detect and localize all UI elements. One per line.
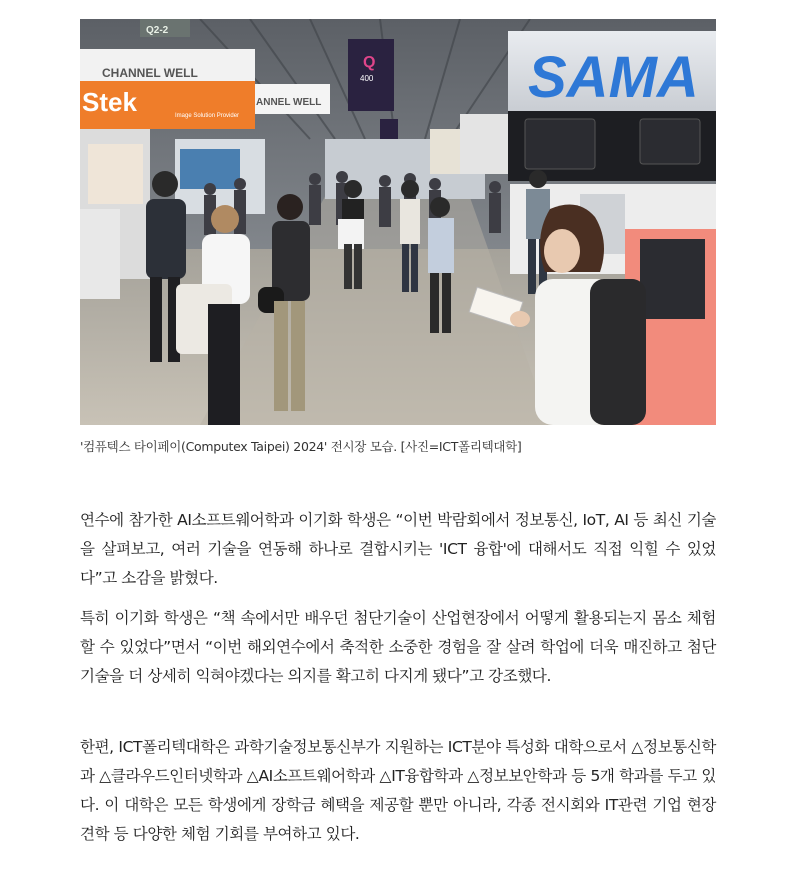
exhibition-photo	[80, 19, 716, 425]
sign-stek: Stek	[82, 87, 137, 117]
sign-image-solution: Image Solution Provider	[175, 113, 240, 119]
sign-channel-well-2: ANNEL WELL	[256, 97, 322, 108]
paragraph-3: 한편, ICT폴리텍대학은 과학기술정보통신부가 지원하는 ICT분야 특성화 대학으로서 △정보통신학과 △클라우드인터넷학과 △AI소프트웨어학과 △IT융합학과 △정보보안학과 등 5개 학과를 두고 있다. 이 대학은 모든 학생에게 장학금 혜택을 제공할 뿐만 아니라, 각종 전시회와 IT관련 기업 현장견학 등 다양한 체험 기회를 부여하고 있다.	[80, 738, 716, 843]
paragraph-1: 연수에 참가한 AI소프트웨어학과 이기화 학생은 “이번 박람회에서 정보통신, IoT, AI 등 최신 기술을 살펴보고, 여러 기술을 연동해 하나로 결합시키는 'ICT 융합'에 대해서도 직접 익힐 수 있었다”고 소감을 밝혔다.	[80, 511, 716, 587]
sign-sama: SAMA	[528, 45, 699, 110]
sign-q-letter: Q	[363, 54, 376, 71]
photo-caption: '컴퓨텍스 타이페이(Computex Taipei) 2024' 전시장 모습. [사진=ICT폴리텍대학]	[80, 439, 522, 454]
sign-q2-2: Q2-2	[146, 25, 169, 36]
exhibition-hall-illustration	[80, 19, 716, 425]
sign-q-number: 400	[360, 74, 374, 83]
sign-channel-well: CHANNEL WELL	[102, 66, 198, 80]
paragraph-2: 특히 이기화 학생은 “책 속에서만 배우던 첨단기술이 산업현장에서 어떻게 활용되는지 몸소 체험할 수 있었다”면서 “이번 해외연수에서 축적한 소중한 경험을 잘 살려 학업에 더욱 매진하고 첨단기술을 더 상세히 익혀야겠다는 의지를 확고히 다지게 됐다”고 강조했다.	[80, 609, 716, 685]
